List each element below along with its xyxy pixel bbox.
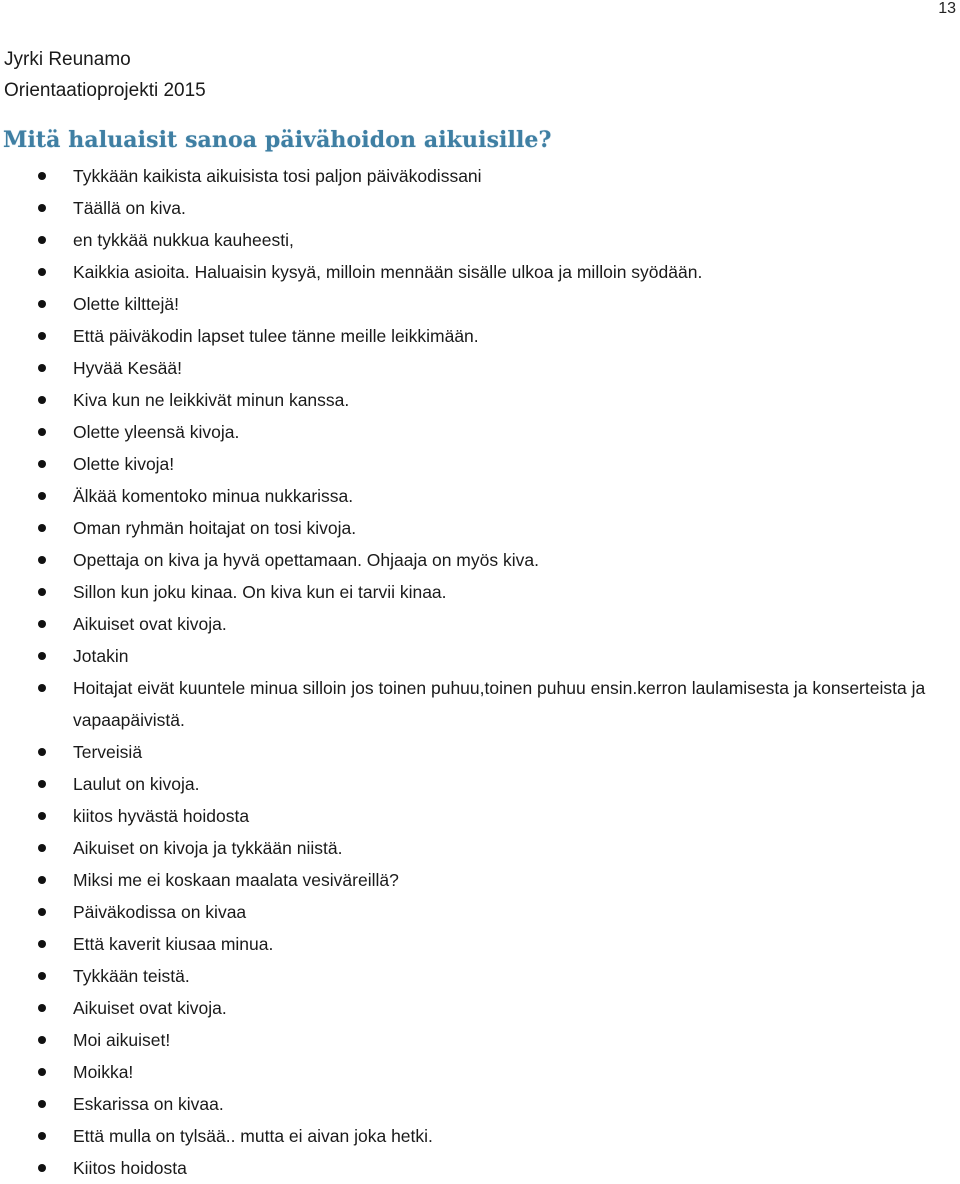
section-title: Mitä haluaisit sanoa päivähoidon aikuisille? xyxy=(3,127,552,153)
list-item-text: Että päiväkodin lapset tulee tänne meille leikkimään. xyxy=(73,326,479,346)
list-item-text: en tykkää nukkua kauheesti, xyxy=(73,230,294,250)
list-item xyxy=(0,576,940,608)
list-item-text: Aikuiset on kivoja ja tykkään niistä. xyxy=(73,838,343,858)
list-item xyxy=(0,928,940,960)
list-item xyxy=(0,608,940,640)
bullet-icon xyxy=(38,1004,46,1012)
list-item-text: Olette yleensä kivoja. xyxy=(73,422,240,442)
list-item xyxy=(0,992,940,1024)
list-item-text: Eskarissa on kivaa. xyxy=(73,1094,224,1114)
list-item xyxy=(0,160,940,192)
list-item-text: Opettaja on kiva ja hyvä opettamaan. Ohjaaja on myös kiva. xyxy=(73,550,539,570)
list-item-text: Hyvää Kesää! xyxy=(73,358,182,378)
list-item xyxy=(0,800,940,832)
bullet-icon xyxy=(38,1164,46,1172)
response-list xyxy=(0,160,940,1184)
list-item-text: Aikuiset ovat kivoja. xyxy=(73,614,227,634)
bullet-icon xyxy=(38,1068,46,1076)
bullet-icon xyxy=(38,492,46,500)
list-item-text: Terveisiä xyxy=(73,742,143,762)
list-item-text: Olette kilttejä! xyxy=(73,294,180,314)
list-item-text: Sillon kun joku kinaa. On kiva kun ei tarvii kinaa. xyxy=(73,582,447,602)
list-item xyxy=(0,256,940,288)
bullet-icon xyxy=(38,524,46,532)
list-item xyxy=(0,768,940,800)
bullet-icon xyxy=(38,1100,46,1108)
page-number: 13 xyxy=(938,0,956,17)
bullet-icon xyxy=(38,460,46,468)
list-item xyxy=(0,1088,940,1120)
list-item xyxy=(0,960,940,992)
bullet-icon xyxy=(38,1132,46,1140)
list-item xyxy=(0,448,940,480)
list-item-text: Moi aikuiset! xyxy=(73,1030,171,1050)
list-item xyxy=(0,1120,940,1152)
list-item-text: Kiva kun ne leikkivät minun kanssa. xyxy=(73,390,350,410)
list-item xyxy=(0,672,940,736)
list-item xyxy=(0,544,940,576)
list-item xyxy=(0,352,940,384)
list-item xyxy=(0,224,940,256)
bullet-icon xyxy=(38,268,46,276)
list-item-text: Että kaverit kiusaa minua. xyxy=(73,934,274,954)
bullet-icon xyxy=(38,172,46,180)
list-item xyxy=(0,896,940,928)
author-name: Jyrki Reunamo xyxy=(4,49,131,70)
list-item xyxy=(0,864,940,896)
bullet-icon xyxy=(38,364,46,372)
list-item-text: Että mulla on tylsää.. mutta ei aivan joka hetki. xyxy=(73,1126,433,1146)
list-item-text: Kaikkia asioita. Haluaisin kysyä, milloin mennään sisälle ulkoa ja milloin syödään. xyxy=(73,262,703,282)
bullet-icon xyxy=(38,396,46,404)
list-item-text: kiitos hyvästä hoidosta xyxy=(73,806,250,826)
list-item-text: Tykkään kaikista aikuisista tosi paljon päiväkodissani xyxy=(73,166,482,186)
list-item xyxy=(0,736,940,768)
bullet-icon xyxy=(38,812,46,820)
bullet-icon xyxy=(38,204,46,212)
bullet-icon xyxy=(38,876,46,884)
list-item-text: Oman ryhmän hoitajat on tosi kivoja. xyxy=(73,518,357,538)
bullet-icon xyxy=(38,940,46,948)
bullet-icon xyxy=(38,684,46,692)
list-item-text: Moikka! xyxy=(73,1062,134,1082)
bullet-icon xyxy=(38,428,46,436)
bullet-icon xyxy=(38,972,46,980)
list-item-text: Tykkään teistä. xyxy=(73,966,190,986)
bullet-icon xyxy=(38,588,46,596)
list-item-text: Miksi me ei koskaan maalata vesiväreillä? xyxy=(73,870,399,890)
bullet-icon xyxy=(38,236,46,244)
list-item-text: Kiitos hoidosta xyxy=(73,1158,187,1178)
list-item-text: Hoitajat eivät kuuntele minua silloin jos toinen puhuu,toinen puhuu ensin.kerron laulamisesta ja konserteista ja vapaapäivistä. xyxy=(73,678,926,730)
list-item xyxy=(0,640,940,672)
bullet-icon xyxy=(38,748,46,756)
list-item-text: Älkää komentoko minua nukkarissa. xyxy=(73,486,354,506)
list-item xyxy=(0,1152,940,1184)
bullet-icon xyxy=(38,620,46,628)
bullet-icon xyxy=(38,780,46,788)
list-item xyxy=(0,320,940,352)
list-item-text: Laulut on kivoja. xyxy=(73,774,200,794)
bullet-icon xyxy=(38,908,46,916)
list-item xyxy=(0,512,940,544)
list-item xyxy=(0,384,940,416)
list-item xyxy=(0,1024,940,1056)
list-item xyxy=(0,192,940,224)
list-item xyxy=(0,832,940,864)
list-item-text: Olette kivoja! xyxy=(73,454,175,474)
bullet-icon xyxy=(38,1036,46,1044)
list-item xyxy=(0,1056,940,1088)
list-item xyxy=(0,288,940,320)
bullet-icon xyxy=(38,652,46,660)
list-item xyxy=(0,416,940,448)
project-name: Orientaatioprojekti 2015 xyxy=(4,80,206,101)
bullet-icon xyxy=(38,332,46,340)
list-item-text: Aikuiset ovat kivoja. xyxy=(73,998,227,1018)
bullet-icon xyxy=(38,844,46,852)
list-item xyxy=(0,480,940,512)
bullet-icon xyxy=(38,556,46,564)
list-item-text: Jotakin xyxy=(73,646,129,666)
bullet-icon xyxy=(38,300,46,308)
list-item-text: Täällä on kiva. xyxy=(73,198,186,218)
list-item-text: Päiväkodissa on kivaa xyxy=(73,902,247,922)
document-header xyxy=(4,44,206,106)
